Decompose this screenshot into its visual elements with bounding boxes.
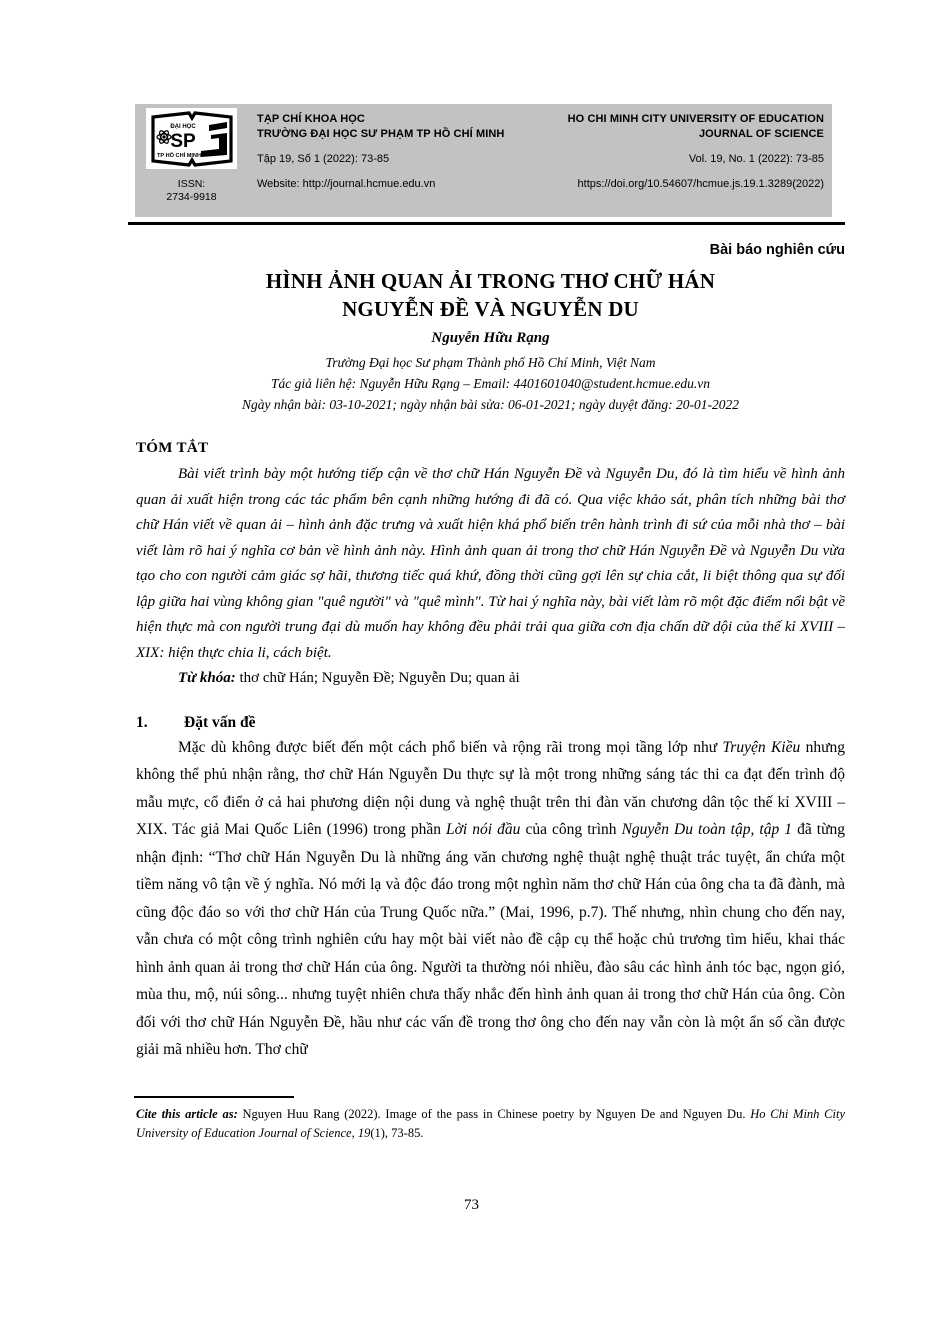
keywords-label: Từ khóa: (178, 670, 236, 686)
issn-value: 2734-9918 (166, 191, 217, 203)
page-number: 73 (464, 1197, 479, 1213)
journal-title-vn-line1: TẠP CHÍ KHOA HỌC (257, 113, 365, 125)
paragraph-text: Mặc dù không được biết đến một cách phổ biến và rộng rãi trong mọi tầng lớp như (178, 738, 723, 756)
svg-text:ĐẠI HỌC: ĐẠI HỌC (169, 123, 196, 130)
hcmue-book-logo-icon (149, 111, 235, 167)
journal-title-en-line2: JOURNAL OF SCIENCE (698, 127, 824, 140)
journal-title-en-line1: HO CHI MINH CITY UNIVERSITY OF EDUCATION (567, 113, 824, 125)
masthead-volume-row (248, 141, 832, 166)
issn-label: ISSN: (177, 178, 206, 190)
paragraph-text: của công trình (520, 821, 622, 838)
hcmue-logo (146, 108, 237, 169)
page-title (136, 267, 845, 323)
cite-this-article-label: Cite this article as: (136, 1107, 238, 1121)
keywords-value: thơ chữ Hán; Nguyễn Đề; Nguyễn Du; quan ải (235, 670, 520, 686)
footnote-separator-rule (134, 1096, 294, 1098)
journal-title-english (568, 112, 824, 141)
masthead-links-row (248, 166, 832, 191)
citation-plain-1: Nguyen Huu Rang (2022). Image of the pass in Chinese poetry by Nguyen De and Nguyen Du. (237, 1107, 751, 1121)
author-affiliation: Trường Đại học Sư phạm Thành phố Hồ Chí Minh, Việt Nam (325, 355, 656, 370)
volume-vietnamese: Tập 19, Số 1 (2022): 73-85 (257, 153, 390, 165)
article-doi-link[interactable]: https://doi.org/10.54607/hcmue.js.19.1.3289(2022) (577, 178, 824, 190)
paragraph-text: đã từng nhận định: “Thơ chữ Hán Nguyễn Du là những áng văn chương nghệ thuật nghệ thuật trác tuyệt, ẩn chứa một tiềm năng vô tận về ý nghĩa. Nó mới lạ và độc đáo trong một nghìn năm thơ chữ Hán của ông cha ta đã đành, mà cũng độc đáo so với thơ chữ Hán của Trung Quốc nữa.” (Mai, 1996, p.7). Thế nhưng, nhìn chung cho đến nay, vẫn chưa có một công trình nghiên cứu hay một bài viết nào đề cập cụ thể hoặc chủ trương tìm hiểu, khai thác hình ảnh quan ải trong thơ chữ Hán của ông. Người ta thường nói nhiều, đào sâu các hình ảnh tóc bạc, ngọn gió, mùa thu, mộ, núi sông... nhưng tuyệt nhiên chưa thấy nhắc đến hình ảnh quan ải trong thơ chữ Hán của ông. Còn đối với thơ chữ Hán Nguyễn Đề, hầu như các vấn đề trong thơ ông cho đến nay vẫn còn là một ẩn số cần được giải mã nhiều hơn. Thơ chữ (136, 821, 845, 1058)
section-paragraph (136, 734, 845, 1064)
masthead-right-column (248, 104, 832, 217)
masthead-left-column (135, 104, 248, 217)
abstract-heading: TÓM TẮT (136, 440, 209, 456)
cited-work-title: Lời nói đầu (446, 821, 521, 838)
paragraph-text: nhưng không thể phủ nhận rằng, thơ chữ Hán Nguyễn Du thực sự là một trong những sáng tác thi ca đạt đến trình độ mẫu mực, cổ điển ở cả hai phương diện nội dung và nghệ thuật trên thi đàn văn chương dân tộc thế kỉ XVIII – XIX. Tác giả Mai Quốc Liên (1996) trong phần (136, 738, 845, 838)
article-title-line2: NGUYỄN ĐỀ VÀ NGUYỄN DU (342, 297, 639, 321)
citation-footnote (136, 1105, 845, 1143)
author-name: Nguyễn Hữu Rạng (431, 330, 550, 346)
masthead-bottom-rule (128, 222, 845, 225)
article-title-line1: HÌNH ẢNH QUAN ẢI TRONG THƠ CHỮ HÁN (265, 269, 716, 293)
citation-journal-italic: Ho Chi Minh City University of Education Journal of Science, 19 (136, 1107, 846, 1140)
article-dates: Ngày nhận bài: 03-10-2021; ngày nhận bài sửa: 06-01-2021; ngày duyệt đăng: 20-01-2022 (241, 397, 740, 412)
journal-website-link[interactable]: Website: http://journal.hcmue.edu.vn (257, 178, 436, 190)
journal-masthead (135, 104, 832, 217)
citation-plain-2: (1), 73-85. (370, 1126, 424, 1140)
journal-title-vn-line2: TRƯỜNG ĐẠI HỌC SƯ PHẠM TP HỒ CHÍ MINH (257, 127, 505, 140)
cited-work-title: Truyện Kiều (722, 738, 801, 756)
section-title: Đặt vấn đề (184, 713, 256, 731)
cited-work-title: Nguyễn Du toàn tập, tập 1 (621, 821, 793, 838)
section-heading-1 (136, 714, 845, 732)
journal-title-vietnamese (257, 112, 504, 141)
article-content (136, 236, 845, 1064)
corresponding-author-email: Tác giả liên hệ: Nguyễn Hữu Rạng – Email: 4401601040@student.hcmue.edu.vn (271, 376, 710, 391)
issn-block (166, 178, 216, 204)
masthead-titles-row (248, 112, 832, 141)
section-number: 1. (136, 713, 148, 731)
document-type-label: Bài báo nghiên cứu (709, 242, 845, 258)
svg-text:TP HỒ CHÍ MINH: TP HỒ CHÍ MINH (156, 152, 201, 159)
abstract-text: Bài viết trình bày một hướng tiếp cận về thơ chữ Hán Nguyễn Đề và Nguyễn Du, đó là tìm hiểu về hình ảnh quan ải xuất hiện trong các tác phẩm bên cạnh những hướng đi đã có. Qua việc khảo sát, phân tích những bài thơ chữ Hán viết về quan ải – hình ảnh đặc trưng và xuất hiện khá phổ biến trên hành trình đi sứ của mỗi nhà thơ – bài viết làm rõ hai ý nghĩa cơ bản về hình ảnh này. Hình ảnh quan ải trong thơ chữ Hán Nguyễn Đề và Nguyễn Du vừa tạo cho con người cảm giác sợ hãi, thương tiếc quá khứ, đồng thời cũng gợi lên sự chia cắt, li biệt thông qua sự đối lập giữa hai vùng không gian "quê người" và "quê mình". Từ hai ý nghĩa này, bài viết làm rõ một đặc điểm nổi bật về hiện thực mà con người trung đại dù muốn hay không đều phải trải qua giữa cơn địa chấn dữ dội của thế kỉ XVIII – XIX: hiện thực chia li, cách biệt. (136, 466, 845, 661)
volume-english: Vol. 19, No. 1 (2022): 73-85 (688, 153, 824, 165)
keywords-line (136, 666, 845, 692)
svg-text:SP: SP (169, 130, 196, 152)
